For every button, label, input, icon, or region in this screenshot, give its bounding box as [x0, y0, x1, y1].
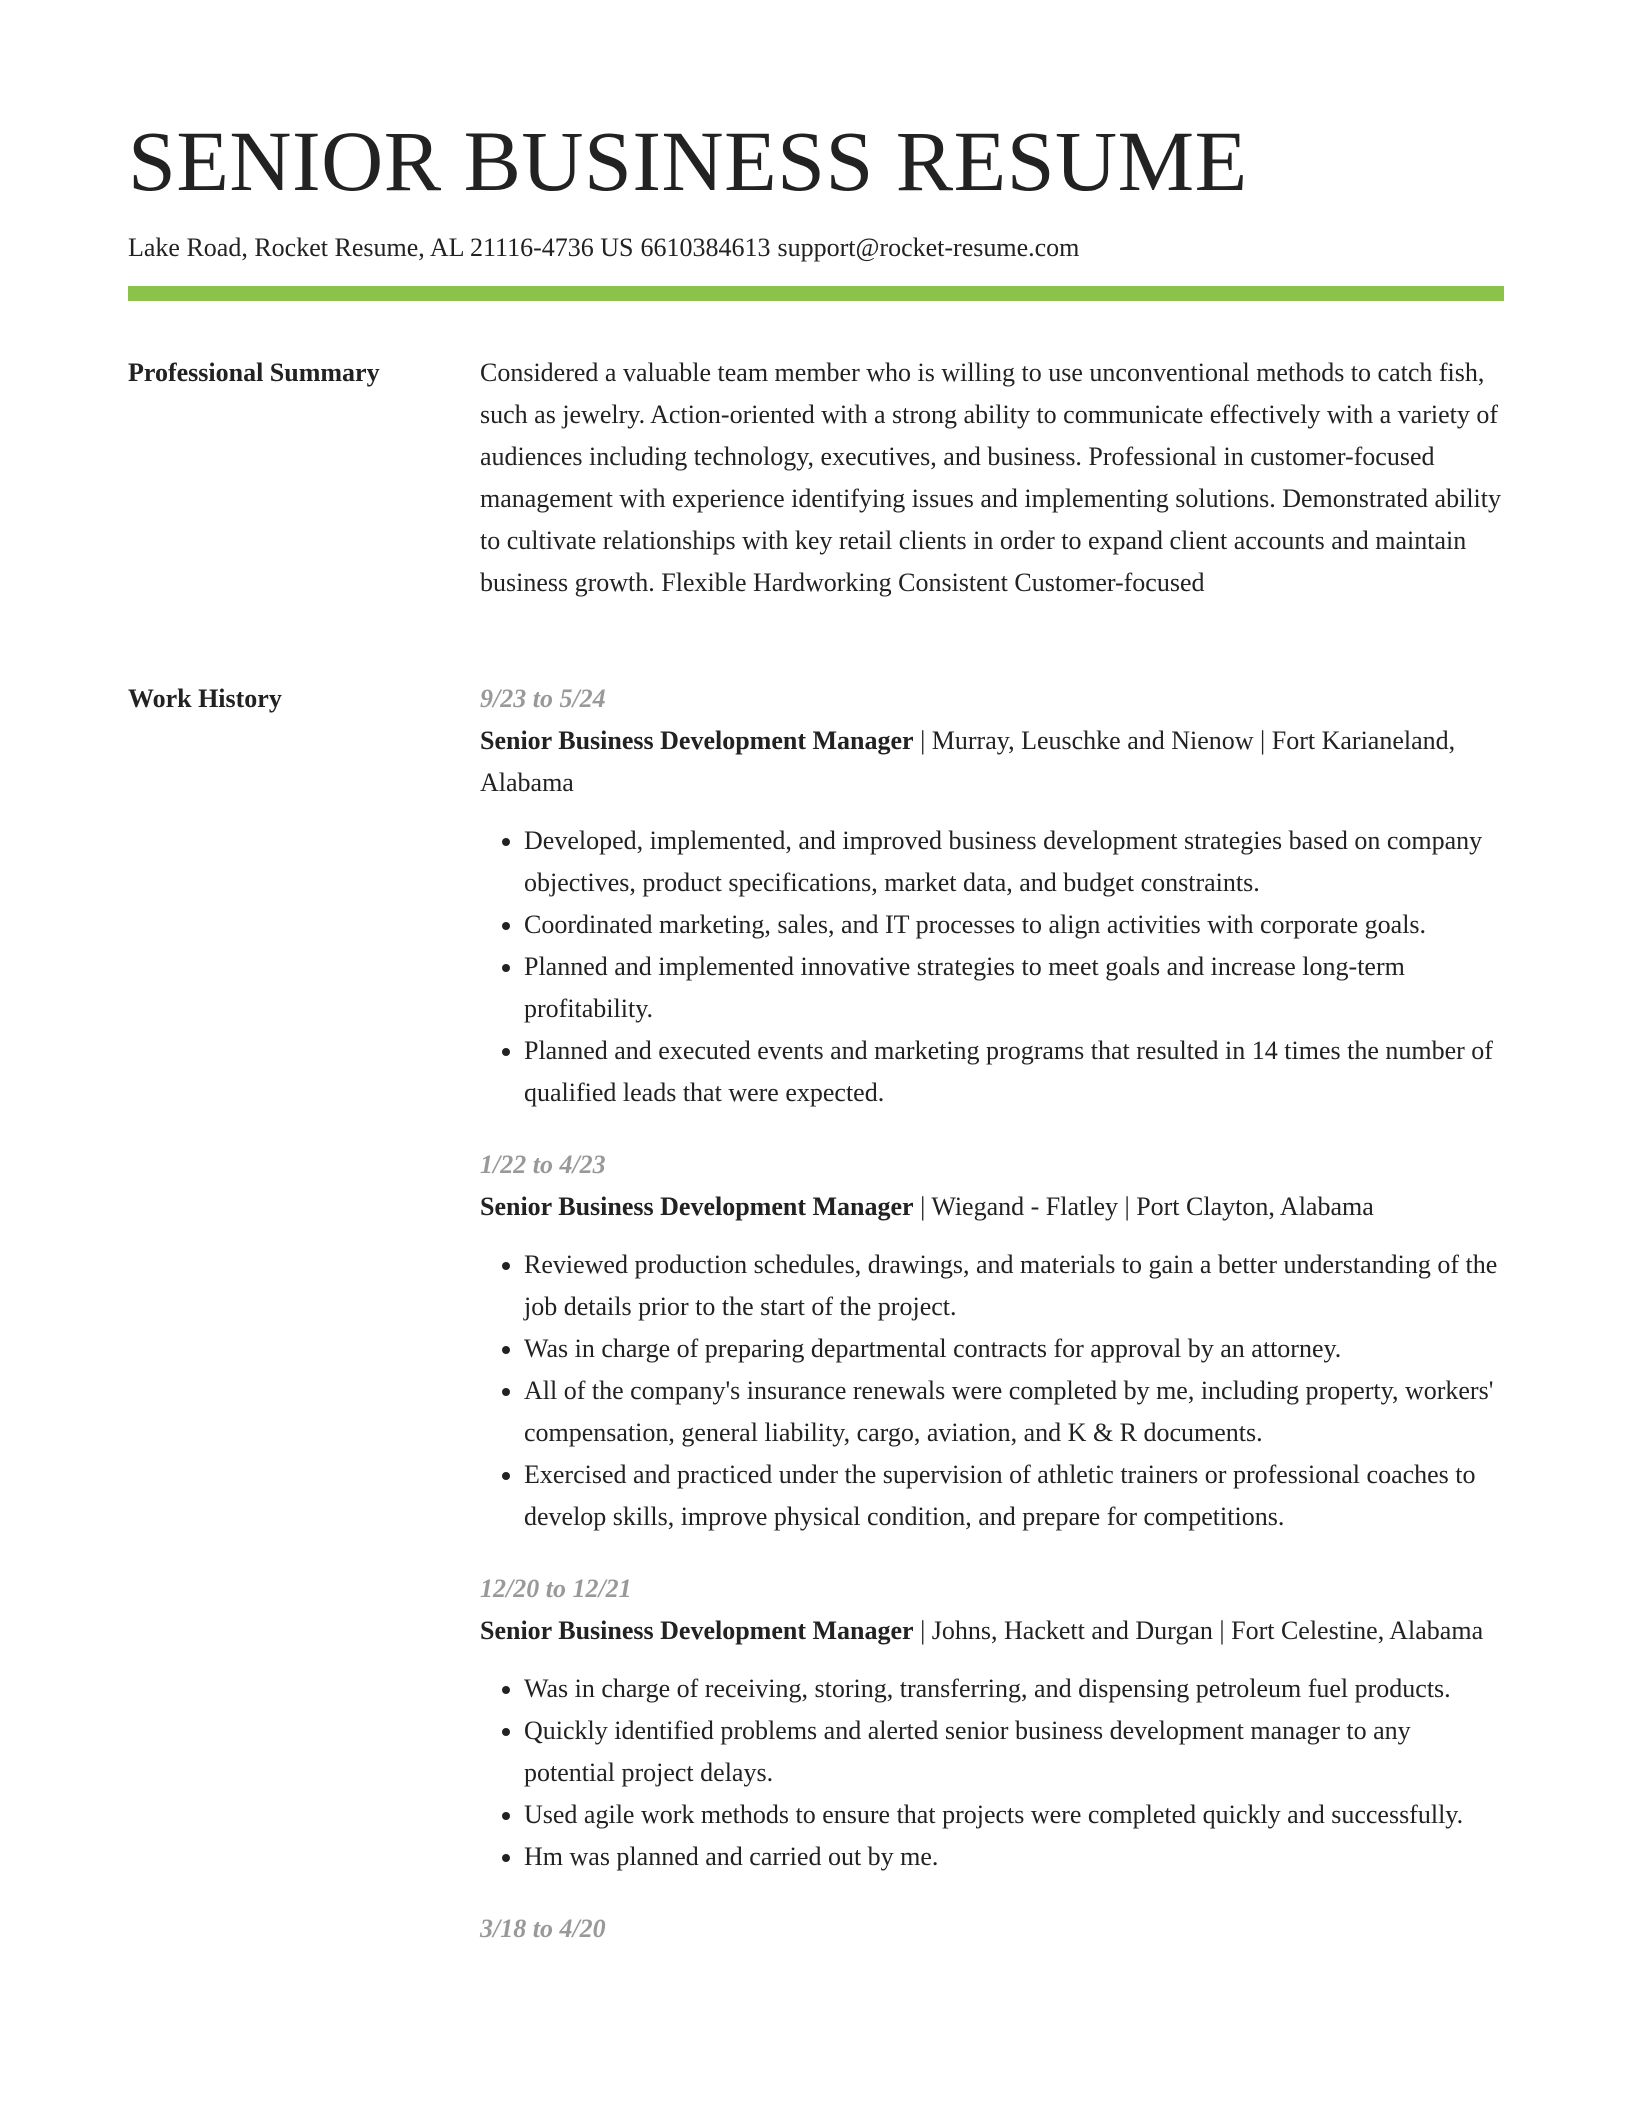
job-bullet: • Used agile work methods to ensure that projects were completed quickly and successfully. — [524, 1794, 1504, 1836]
job-dates: 1/22 to 4/23 — [480, 1150, 606, 1179]
job-dates: 3/18 to 4/20 — [480, 1914, 606, 1943]
job-employer-location: | Murray, Leuschke and Nienow | Fort Karianeland, Alabama — [480, 726, 1456, 797]
job-bullet: • Exercised and practiced under the supervision of athletic trainers or professional coaches to develop skills, improve physical condition, and prepare for competitions. — [524, 1454, 1504, 1538]
work-history-heading: Work History — [128, 684, 282, 713]
job-heading — [480, 1186, 1504, 1228]
job-bullet: • Quickly identified problems and alerted senior business development manager to any potential project delays. — [524, 1710, 1504, 1794]
job-title: Senior Business Development Manager — [480, 726, 914, 755]
job-bullets — [480, 1668, 1504, 1878]
job-entry — [480, 678, 1504, 1114]
job-title: Senior Business Development Manager — [480, 1192, 914, 1221]
job-entry — [480, 1144, 1504, 1538]
accent-divider — [128, 286, 1504, 301]
job-bullet: • Planned and implemented innovative strategies to meet goals and increase long-term profitability. — [524, 946, 1504, 1030]
job-bullets — [480, 820, 1504, 1114]
contact-line — [128, 232, 1079, 263]
job-entry — [480, 1568, 1504, 1878]
summary-text: Considered a valuable team member who is willing to use unconventional methods to catch fish, such as jewelry. Action-oriented with a strong ability to communicate effectively with a variety of audiences including technology, executives, and business. Professional in customer-focused management with experience identifying issues and implementing solutions. Demonstrated ability to cultivate relationships with key retail clients in order to expand client accounts and maintain business growth. Flexible Hardworking Consistent Customer-focused — [480, 358, 1501, 597]
job-dates: 9/23 to 5/24 — [480, 684, 606, 713]
job-bullets — [480, 1244, 1504, 1538]
phone: 6610384613 — [640, 233, 771, 262]
job-entry — [480, 1908, 1504, 1950]
job-bullet: • Developed, implemented, and improved business development strategies based on company objectives, product specifications, market data, and budget constraints. — [524, 820, 1504, 904]
summary-heading: Professional Summary — [128, 358, 380, 387]
job-employer-location: | Johns, Hackett and Durgan | Fort Celestine, Alabama — [913, 1616, 1484, 1645]
job-bullet: • Reviewed production schedules, drawings, and materials to gain a better understanding of the job details prior to the start of the project. — [524, 1244, 1504, 1328]
job-dates: 12/20 to 12/21 — [480, 1574, 632, 1603]
job-heading — [480, 1610, 1504, 1652]
job-bullet: • Was in charge of preparing departmental contracts for approval by an attorney. — [524, 1328, 1504, 1370]
job-bullet: • Planned and executed events and marketing programs that resulted in 14 times the number of qualified leads that were expected. — [524, 1030, 1504, 1114]
job-bullet: • Hm was planned and carried out by me. — [524, 1836, 1504, 1878]
jobs-list — [480, 678, 1504, 1980]
job-bullet: • All of the company's insurance renewals were completed by me, including property, workers' compensation, general liability, cargo, aviation, and K & R documents. — [524, 1370, 1504, 1454]
email: support@rocket-resume.com — [777, 233, 1080, 262]
job-title: Senior Business Development Manager — [480, 1616, 914, 1645]
address: Lake Road, Rocket Resume, AL 21116-4736 US — [128, 233, 634, 262]
job-bullet: • Was in charge of receiving, storing, transferring, and dispensing petroleum fuel products. — [524, 1668, 1504, 1710]
job-bullet: • Coordinated marketing, sales, and IT processes to align activities with corporate goals. — [524, 904, 1504, 946]
job-heading — [480, 720, 1504, 804]
job-employer-location: | Wiegand - Flatley | Port Clayton, Alabama — [913, 1192, 1374, 1221]
resume-title: SENIOR BUSINESS RESUME — [128, 113, 1248, 209]
